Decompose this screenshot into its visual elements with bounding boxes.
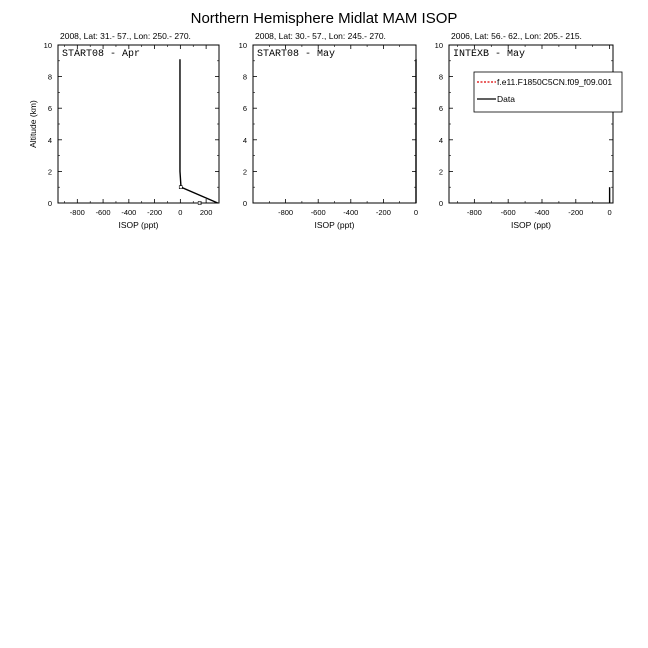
- x-tick-label: 0: [607, 208, 612, 217]
- y-tick-label: 0: [47, 199, 52, 208]
- x-tick-label: 0: [413, 208, 419, 217]
- y-tick-label: 2: [438, 167, 443, 177]
- x-tick-label: -800: [278, 208, 294, 217]
- panel-subtitle: 2006, Lat: 56.- 62., Lon: 205.- 215.: [451, 31, 582, 41]
- y-tick-label: 4: [438, 135, 443, 145]
- x-tick-label: -200: [568, 208, 584, 217]
- panel-subtitle: 2008, Lat: 31.- 57., Lon: 250.- 270.: [60, 31, 191, 41]
- y-tick-label: 6: [47, 104, 52, 114]
- y-tick-label: 4: [47, 135, 52, 145]
- y-tick-label: 0: [242, 199, 247, 208]
- data-marker: [179, 186, 182, 189]
- campaign-label: START08 - Apr: [62, 49, 141, 60]
- campaign-label: START08 - May: [257, 49, 336, 60]
- x-tick-label: -600: [500, 208, 516, 217]
- x-axis-label: ISOP (ppt): [314, 220, 355, 230]
- y-tick-label: 2: [242, 167, 247, 177]
- y-tick-label: 4: [242, 135, 247, 145]
- campaign-label: INTEXB - May: [453, 49, 526, 60]
- x-tick-label: 0: [178, 208, 183, 217]
- x-tick-label: -400: [534, 208, 550, 217]
- y-tick-label: 10: [238, 41, 247, 50]
- x-axis-label: ISOP (ppt): [118, 220, 159, 230]
- y-tick-label: 2: [47, 167, 52, 177]
- x-tick-label: -800: [69, 208, 85, 217]
- figure-title: Northern Hemisphere Midlat MAM ISOP: [190, 10, 458, 27]
- y-tick-label: 6: [242, 104, 247, 114]
- x-axis-label: ISOP (ppt): [511, 220, 551, 230]
- y-tick-label: 0: [438, 199, 443, 208]
- x-tick-label: -600: [310, 208, 326, 217]
- y-tick-label: 6: [438, 104, 443, 114]
- x-tick-label: 200: [199, 208, 213, 217]
- x-tick-label: -600: [95, 208, 111, 217]
- x-tick-label: -200: [375, 208, 391, 217]
- y-tick-label: 8: [47, 72, 52, 82]
- y-axis-label: Altitude (km): [28, 100, 38, 148]
- legend-entry-label: f.e11.F1850C5CN.f09_f09.001: [497, 77, 613, 87]
- panel-subtitle: 2008, Lat: 30.- 57., Lon: 245.- 270.: [255, 31, 386, 41]
- legend-entry-label: Data: [497, 94, 515, 104]
- x-tick-label: -400: [343, 208, 359, 217]
- y-tick-label: 10: [434, 41, 443, 50]
- y-tick-label: 8: [242, 72, 247, 82]
- y-tick-label: 8: [438, 72, 443, 82]
- y-tick-label: 10: [43, 41, 52, 50]
- legend: [474, 72, 622, 112]
- x-tick-label: -800: [466, 208, 482, 217]
- x-tick-label: -400: [121, 208, 137, 217]
- x-tick-label: -200: [147, 208, 163, 217]
